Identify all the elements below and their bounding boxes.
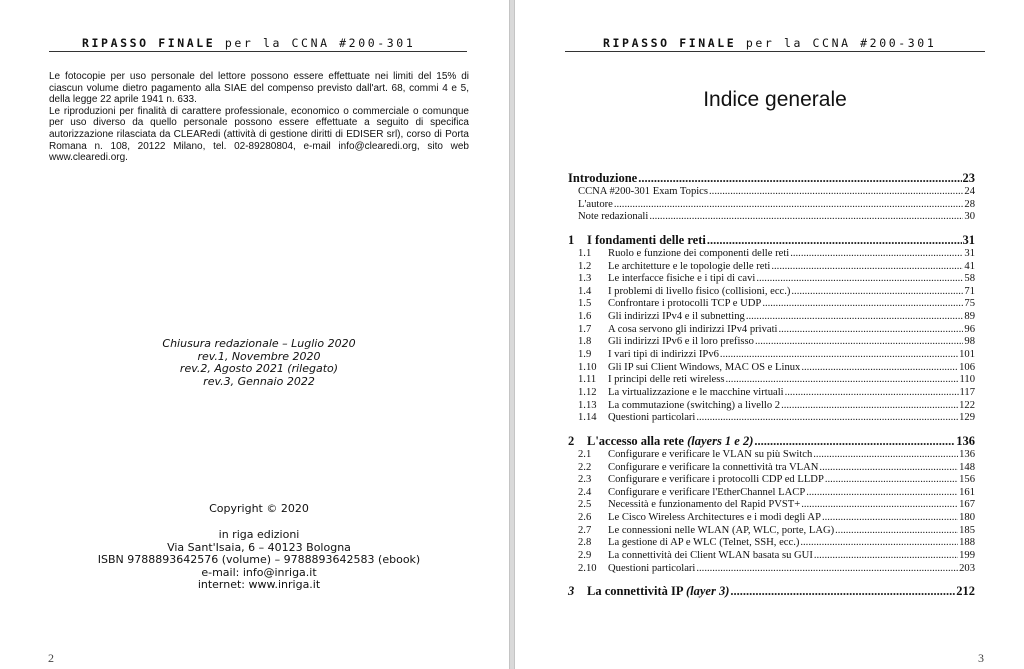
toc-leader-dots: [813, 449, 958, 462]
notice-paragraph: Le fotocopie per uso personale del lettore possono essere effettuate nei limiti del 15% di ciascun volume dietro pagamento alla SIAE del compenso previsto dall'art. 68, commi 4 e 5, della legge 22 aprile 1941 n. 633.: [49, 71, 469, 106]
toc-leader-dots: [754, 433, 955, 449]
toc-chapter-number: 2: [568, 433, 575, 448]
toc-leader-dots: [755, 336, 963, 349]
toc-entry-page: 129: [959, 412, 975, 424]
toc-entry-page: 161: [959, 486, 975, 498]
toc-entry-page: 96: [964, 323, 975, 335]
toc-leader-dots: [696, 412, 958, 425]
toc-entry-label: L'autore: [578, 198, 613, 210]
toc-section-entry: [568, 537, 975, 550]
toc-chapter-label: [568, 433, 753, 449]
revision-line: Chiusura redazionale – Luglio 2020: [162, 337, 356, 350]
colophon: [49, 503, 469, 591]
toc-section-entry: [568, 298, 975, 311]
toc-section-title: La virtualizzazione e le macchine virtuali: [608, 386, 784, 398]
toc-section-number: 1.5: [578, 298, 592, 310]
toc-section-title: Gli IP sui Client Windows, MAC OS e Linux: [608, 361, 801, 373]
toc-section-title: Questioni particolari: [608, 412, 696, 424]
toc-section-label: [578, 311, 745, 324]
toc-entry-page: 203: [959, 562, 975, 574]
notice-paragraph: Le riproduzioni per finalità di carattere professionale, economico o commerciale o comunque per uso diverso da quello personale possono essere effettuate a seguito di specifica autorizzazione rilasciata da CLEARedi (attività di gestione diritti di EDISER srl), corso di Porta Romana n. 108, 20122 Milano, tel. 02-89280804, e-mail info@clearedi.org, sito web www.clearedi.org.: [49, 105, 469, 164]
toc-leader-dots: [696, 563, 958, 576]
toc-section-title: La connettività dei Client WLAN basata su GUI: [608, 550, 813, 562]
toc-entry-page: 110: [959, 374, 975, 386]
publisher-line: internet: www.inriga.it: [197, 578, 321, 592]
toc-section-number: 2.9: [578, 550, 592, 562]
toc-gap: [568, 224, 975, 232]
toc-section-entry: [568, 462, 975, 475]
toc-section-number: 1.12: [578, 386, 597, 398]
toc-section-title: Confrontare i protocolli TCP e UDP: [608, 298, 762, 310]
toc-leader-dots: [814, 550, 958, 563]
toc-section-label: [578, 298, 761, 311]
toc-section-number: 1.8: [578, 336, 592, 348]
toc-section-label: [578, 550, 813, 563]
toc-section-number: 2.10: [578, 562, 597, 574]
toc-gap: [568, 425, 975, 433]
publisher-line: ISBN 9788893642576 (volume) – 9788893642583 (ebook): [97, 553, 421, 567]
running-header: [82, 36, 415, 50]
toc-entry-page: 156: [959, 474, 975, 486]
toc-section-label: [578, 349, 719, 362]
toc-section-number: 1.4: [578, 285, 592, 297]
toc-section-title: Configurare e verificare i protocolli CDP ed LLDP: [608, 474, 824, 486]
toc-section-label: [578, 449, 812, 462]
toc-section-title: Le connessioni nelle WLAN (AP, WLC, porte, LAG): [608, 524, 835, 536]
page-number-left: 2: [48, 651, 54, 665]
toc-section-entry: [568, 512, 975, 525]
toc-gap: [568, 575, 975, 583]
toc-chapter-title: L'accesso alla rete: [587, 433, 688, 448]
toc-section-title: Configurare e verificare l'EtherChannel LACP: [608, 486, 806, 498]
toc-leader-dots: [726, 374, 959, 387]
page-number-right: 3: [978, 651, 984, 665]
toc-section-title: Configurare e verificare la connettività tra VLAN: [608, 461, 819, 473]
toc-entry-label: Note redazionali: [578, 211, 649, 223]
toc-sub-entry: [568, 211, 975, 224]
toc-section-number: 1.9: [578, 349, 592, 361]
toc-leader-dots: [614, 199, 964, 212]
toc-section-label: [578, 563, 695, 576]
toc-entry-page: 41: [964, 260, 975, 272]
toc-section-label: [578, 324, 777, 337]
toc-entry-page: 212: [956, 584, 975, 599]
toc-section-entry: [568, 400, 975, 413]
toc-section-label: [578, 487, 805, 500]
toc-entry-page: 30: [964, 211, 975, 223]
publisher-line: Via Sant'Isaia, 6 – 40123 Bologna: [167, 540, 351, 554]
toc-section-entry: [568, 525, 975, 538]
toc-leader-dots: [781, 400, 958, 413]
toc-entry-page: 122: [959, 399, 975, 411]
toc-leader-dots: [785, 387, 959, 400]
toc-entry-page: 136: [959, 448, 975, 460]
toc-section-title: I principi delle reti wireless: [608, 374, 725, 386]
toc-leader-dots: [790, 248, 963, 261]
toc-section-entry: [568, 499, 975, 512]
toc-section-label: [578, 400, 780, 413]
toc-entry-page: 180: [959, 512, 975, 524]
toc-section-entry: [568, 563, 975, 576]
toc-chapter-label: [568, 583, 729, 599]
toc-entry-label: Introduzione: [568, 171, 638, 185]
toc-section-number: 2.3: [578, 474, 592, 486]
toc-section-label: [578, 462, 818, 475]
toc-section-label: [578, 286, 790, 299]
toc-section-label: [578, 387, 784, 400]
toc-section-number: 2.2: [578, 461, 592, 473]
toc-leader-dots: [806, 487, 958, 500]
revision-history: [49, 338, 469, 388]
toc-leader-dots: [720, 349, 958, 362]
toc-section-entry: [568, 449, 975, 462]
toc-leader-dots: [756, 273, 963, 286]
toc-section-label: [578, 273, 755, 286]
toc-chapter-subtitle: (layers 1 e 2): [687, 433, 754, 448]
toc-entry-page: 98: [964, 336, 975, 348]
toc-leader-dots: [801, 362, 958, 375]
copyright-line: Copyright © 2020: [209, 502, 309, 515]
toc-leader-dots: [778, 324, 963, 337]
toc-leader-dots: [730, 583, 955, 599]
toc-section-number: 1.2: [578, 260, 592, 272]
toc-entry-page: 24: [964, 186, 975, 197]
toc-section-title: Configurare e verificare le VLAN su più Switch: [608, 448, 813, 460]
toc-intro-entry: [568, 170, 975, 186]
toc-entry-page: 58: [964, 273, 975, 285]
running-header-rest: per la CCNA #200-301: [736, 36, 937, 50]
toc-chapter-number: 3: [568, 584, 575, 599]
toc-section-entry: [568, 311, 975, 324]
toc-sub-entry: [568, 199, 975, 212]
toc-section-number: 1.6: [578, 311, 592, 323]
toc-leader-dots: [707, 232, 962, 248]
toc-section-label: [578, 499, 800, 512]
toc-section-entry: [568, 286, 975, 299]
toc-section-number: 1.3: [578, 273, 592, 285]
toc-section-label: [578, 512, 821, 525]
toc-section-title: La gestione di AP e WLC (Telnet, SSH, ecc.): [608, 537, 800, 549]
toc-sub-entry: [568, 186, 975, 199]
toc-entry-page: 101: [959, 349, 975, 361]
running-header-rest: per la CCNA #200-301: [215, 36, 416, 50]
toc-leader-dots: [801, 499, 958, 512]
toc-leader-dots: [819, 462, 958, 475]
toc-section-label: [578, 261, 770, 274]
header-rule: [49, 51, 467, 52]
toc-section-entry: [568, 261, 975, 274]
toc-section-entry: [568, 336, 975, 349]
toc-section-title: Questioni particolari: [608, 562, 696, 574]
toc-section-entry: [568, 273, 975, 286]
toc-entry-page: 148: [959, 461, 975, 473]
toc-section-label: [578, 362, 800, 375]
toc-section-entry: [568, 349, 975, 362]
toc-section-label: [578, 374, 725, 387]
revision-line: rev.3, Gennaio 2022: [203, 374, 315, 388]
running-header: [603, 36, 936, 50]
toc-entry-page: 199: [959, 550, 975, 562]
toc-section-entry: [568, 412, 975, 425]
toc-section-entry: [568, 550, 975, 563]
running-header-bold: RIPASSO FINALE: [603, 36, 737, 50]
toc-entry-page: 117: [959, 386, 975, 398]
toc-section-number: 1.1: [578, 247, 592, 259]
toc-section-number: 2.1: [578, 448, 592, 460]
toc-leader-dots: [800, 537, 958, 550]
toc-section-number: 1.7: [578, 323, 592, 335]
toc-entry-page: 136: [956, 433, 975, 448]
toc-section-entry: [568, 474, 975, 487]
toc-section-title: Le Cisco Wireless Architectures e i modi degli AP: [608, 512, 821, 524]
toc-section-title: I vari tipi di indirizzi IPv6: [608, 349, 719, 361]
toc-entry-page: 28: [964, 198, 975, 210]
toc-leader-dots: [825, 474, 958, 487]
toc-section-label: [578, 248, 789, 261]
toc-section-entry: [568, 324, 975, 337]
toc-section-label: [578, 412, 695, 425]
toc-section-title: Le interfacce fisiche e i tipi di cavi: [608, 273, 756, 285]
toc-entry-page: 106: [959, 361, 975, 373]
toc-section-title: I problemi di livello fisico (collisioni, ecc.): [608, 285, 791, 297]
toc-entry-page: 188: [959, 537, 975, 549]
toc-section-entry: [568, 248, 975, 261]
toc-chapter-entry: [568, 232, 975, 248]
toc-entry-page: 89: [964, 311, 975, 323]
toc-section-number: 1.11: [578, 374, 597, 386]
toc-section-label: [578, 336, 754, 349]
toc-entry-page: 75: [964, 298, 975, 310]
toc-entry-page: 185: [959, 524, 975, 536]
running-header-bold: RIPASSO FINALE: [82, 36, 216, 50]
toc-leader-dots: [746, 311, 964, 324]
publisher-line: e-mail: info@inriga.it: [201, 565, 317, 579]
revision-line: rev.2, Agosto 2021 (rilegato): [179, 362, 339, 376]
toc-section-number: 2.4: [578, 486, 592, 498]
page-title: Indice generale: [703, 88, 847, 111]
toc-leader-dots: [709, 186, 963, 199]
toc-entry-page: 31: [962, 232, 975, 247]
toc-section-number: 2.7: [578, 524, 592, 536]
toc-section-number: 1.10: [578, 361, 597, 373]
toc-section-label: [578, 474, 824, 487]
toc-chapter-entry: [568, 433, 975, 449]
toc-leader-dots: [822, 512, 958, 525]
toc-section-label: [578, 525, 834, 538]
revision-line: rev.1, Novembre 2020: [197, 349, 321, 363]
copyright-notice: [49, 71, 469, 164]
toc-entry-page: 31: [964, 247, 975, 259]
toc-section-title: La commutazione (switching) a livello 2: [608, 399, 781, 411]
toc-section-title: Gli indirizzi IPv6 e il loro prefisso: [608, 336, 754, 348]
toc-section-number: 2.6: [578, 512, 592, 524]
toc-entry-page: 23: [962, 171, 975, 185]
toc-section-number: 1.14: [578, 412, 597, 424]
toc-section-entry: [568, 362, 975, 375]
left-page: [0, 0, 509, 669]
toc-section-entry: [568, 374, 975, 387]
toc-section-title: Necessità e funzionamento del Rapid PVST+: [608, 499, 801, 511]
toc-leader-dots: [762, 298, 963, 311]
header-rule: [565, 51, 985, 52]
table-of-contents: [568, 170, 975, 599]
toc-section-number: 1.13: [578, 399, 597, 411]
toc-leader-dots: [791, 286, 963, 299]
toc-chapter-entry: [568, 583, 975, 599]
toc-leader-dots: [649, 211, 963, 224]
right-page: [515, 0, 1024, 669]
toc-entry-page: 71: [964, 285, 975, 297]
toc-section-number: 2.8: [578, 537, 592, 549]
toc-section-title: Gli indirizzi IPv4 e il subnetting: [608, 311, 745, 323]
toc-chapter-label: [568, 232, 706, 248]
toc-section-title: Ruolo e funzione dei componenti delle reti: [608, 247, 790, 259]
toc-leader-dots: [835, 525, 958, 538]
toc-chapter-number: 1: [568, 232, 575, 247]
toc-section-title: Le architetture e le topologie delle reti: [608, 260, 771, 272]
toc-entry-page: 167: [959, 499, 975, 511]
toc-chapter-title: I fondamenti delle reti: [587, 232, 706, 247]
toc-section-entry: [568, 387, 975, 400]
toc-section-number: 2.5: [578, 499, 592, 511]
toc-chapter-subtitle: (layer 3): [685, 584, 730, 599]
toc-leader-dots: [638, 170, 961, 186]
toc-chapter-title: La connettività IP: [587, 584, 686, 599]
toc-section-label: [578, 537, 799, 550]
toc-leader-dots: [771, 261, 963, 274]
toc-entry-label: CCNA #200-301 Exam Topics: [578, 186, 709, 197]
publisher-line: in riga edizioni: [218, 528, 300, 542]
toc-section-entry: [568, 487, 975, 500]
toc-section-title: A cosa servono gli indirizzi IPv4 privati: [608, 323, 778, 335]
